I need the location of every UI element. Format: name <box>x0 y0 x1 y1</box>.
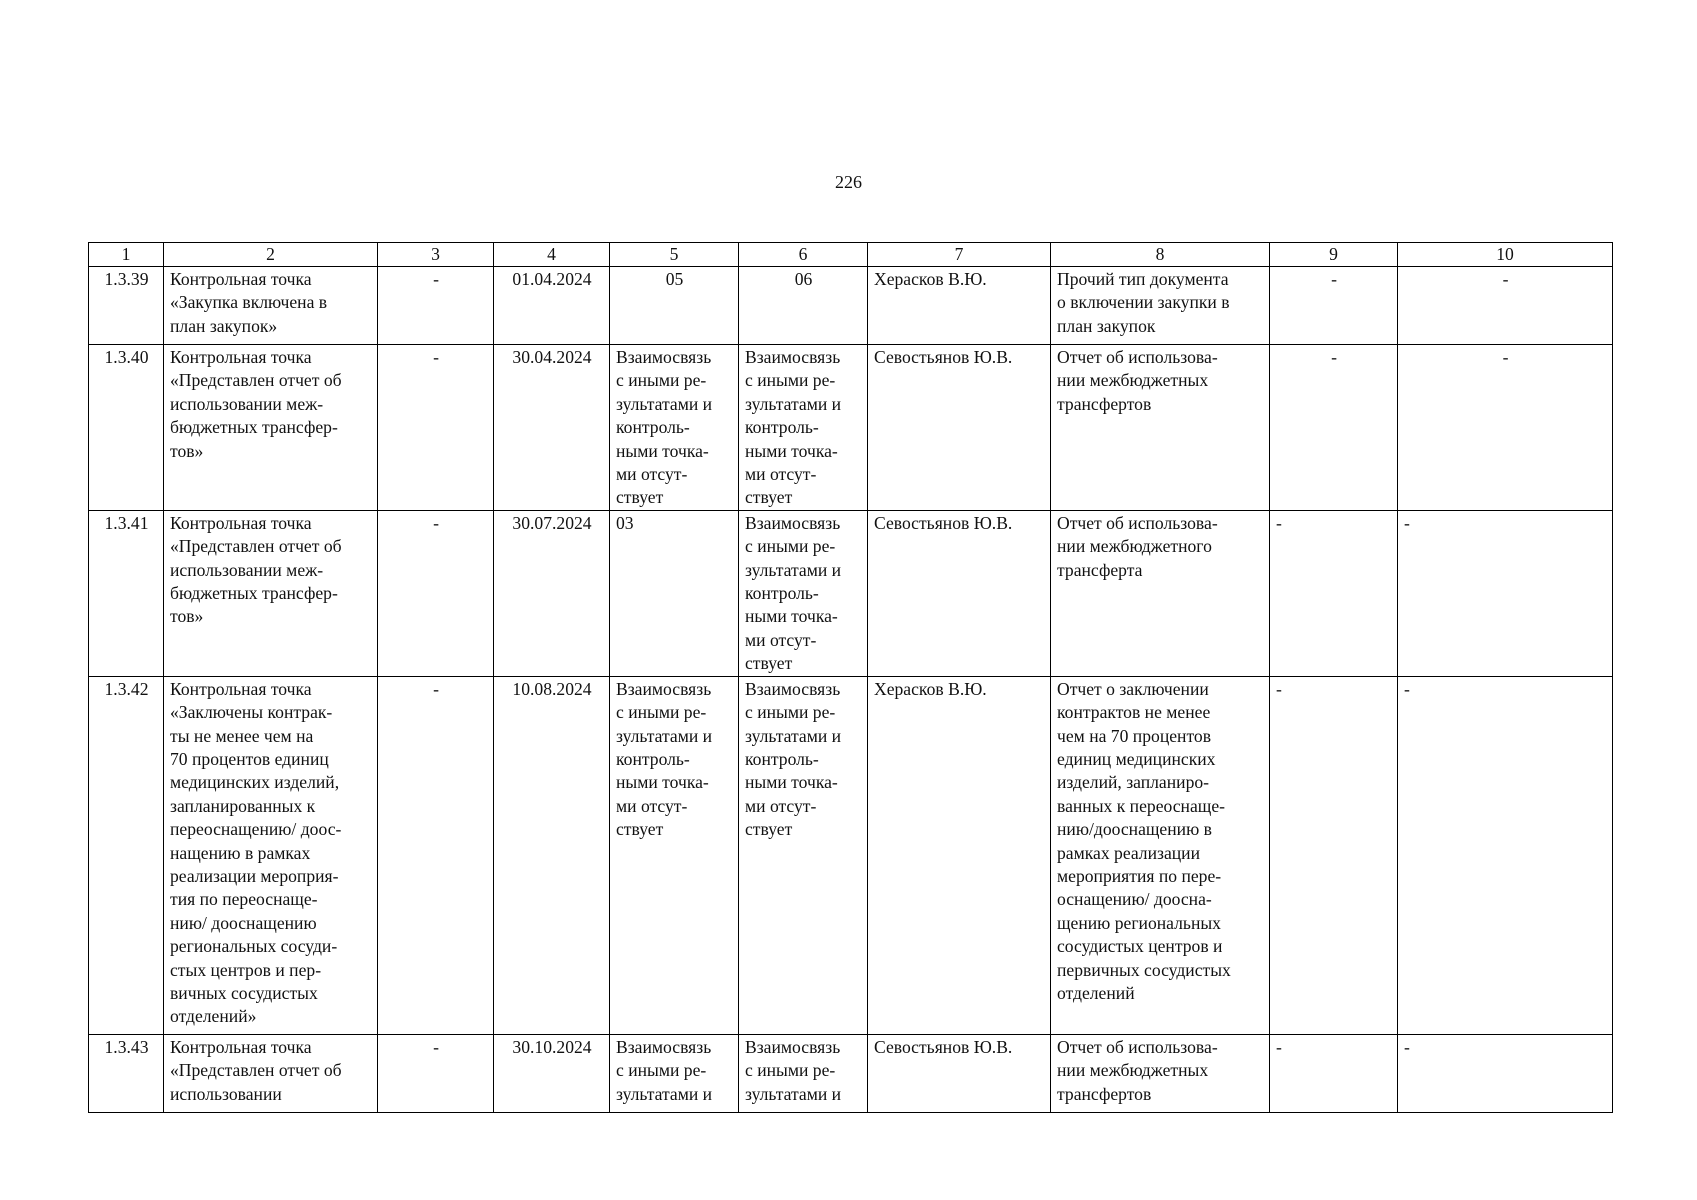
column-header: 2 <box>164 243 378 267</box>
cell-col3: - <box>378 345 494 511</box>
column-header: 3 <box>378 243 494 267</box>
page-number: 226 <box>835 172 862 192</box>
relation-cell-6: Взаимосвязь с иными ре- зультатами и <box>745 1036 842 1104</box>
relation-cell-5: Взаимосвязь с иными ре- зультатами и контроль- ными точка- ми отсут- ствует <box>616 347 713 508</box>
table-row <box>89 1034 1613 1112</box>
date-cell: 30.04.2024 <box>494 345 610 511</box>
column-header: 8 <box>1051 243 1270 267</box>
document-type: Отчет об использова- нии межбюджетного трансферта <box>1057 512 1218 580</box>
cell-col9: - <box>1270 510 1398 676</box>
responsible-person: Севостьянов Ю.В. <box>868 510 1051 676</box>
cell-col9: - <box>1270 267 1398 345</box>
cell-col3: - <box>378 510 494 676</box>
column-numbers-row <box>89 243 1613 267</box>
row-number: 1.3.42 <box>89 676 164 1034</box>
column-header: 9 <box>1270 243 1398 267</box>
cell-col3: - <box>378 676 494 1034</box>
row-number: 1.3.43 <box>89 1034 164 1112</box>
cell-col9: - <box>1270 676 1398 1034</box>
table-row <box>89 510 1613 676</box>
control-point-name: Контрольная точка «Представлен отчет об использовании меж- бюджетных трансфер- тов» <box>170 347 342 461</box>
responsible-person: Севостьянов Ю.В. <box>868 345 1051 511</box>
cell-col10: - <box>1398 345 1613 511</box>
control-point-name: Контрольная точка «Закупка включена в план закупок» <box>170 269 328 336</box>
relation-cell-5: Взаимосвязь с иными ре- зультатами и <box>616 1036 713 1104</box>
document-type: Отчет об использова- нии межбюджетных трансфертов <box>1057 347 1218 414</box>
column-header: 1 <box>89 243 164 267</box>
cell-col10: - <box>1398 1034 1613 1112</box>
relation-cell-5: 03 <box>616 512 634 533</box>
column-header: 5 <box>610 243 739 267</box>
date-cell: 30.10.2024 <box>494 1034 610 1112</box>
relation-cell-6: Взаимосвязь с иными ре- зультатами и контроль- ными точка- ми отсут- ствует <box>745 512 842 674</box>
column-header: 10 <box>1398 243 1613 267</box>
column-header: 6 <box>739 243 868 267</box>
cell-col3: - <box>378 1034 494 1112</box>
column-header: 4 <box>494 243 610 267</box>
date-cell: 01.04.2024 <box>494 267 610 345</box>
table-row <box>89 676 1613 1034</box>
cell-col10: - <box>1398 510 1613 676</box>
cell-col10: - <box>1398 267 1613 345</box>
relation-cell-6: Взаимосвязь с иными ре- зультатами и контроль- ными точка- ми отсут- ствует <box>745 678 842 840</box>
cell-col3: - <box>378 267 494 345</box>
row-number: 1.3.39 <box>89 267 164 345</box>
date-cell: 30.07.2024 <box>494 510 610 676</box>
table-row <box>89 267 1613 345</box>
column-header: 7 <box>868 243 1051 267</box>
responsible-person: Севостьянов Ю.В. <box>868 1034 1051 1112</box>
date-cell: 10.08.2024 <box>494 676 610 1034</box>
document-type: Отчет о заключении контрактов не менее чем на 70 процентов единиц медицинских изделий, запланиро- ванных к переоснаще- нию/дооснащению в рамках реализации мероприятия по пере- оснащению/ доосна- щению региональных сосудистых центров и первичных сосудистых отделений <box>1057 678 1231 1003</box>
cell-col9: - <box>1270 1034 1398 1112</box>
table-row <box>89 345 1613 511</box>
cell-col10: - <box>1398 676 1613 1034</box>
relation-cell-6: 06 <box>794 269 813 289</box>
control-point-name: Контрольная точка «Представлен отчет об использовании <box>170 1036 342 1104</box>
document-type: Отчет об использова- нии межбюджетных трансфертов <box>1057 1036 1218 1104</box>
responsible-person: Херасков В.Ю. <box>868 676 1051 1034</box>
row-number: 1.3.41 <box>89 510 164 676</box>
relation-cell-5: 05 <box>665 269 684 289</box>
control-point-name: Контрольная точка «Представлен отчет об использовании меж- бюджетных трансфер- тов» <box>170 512 342 627</box>
control-point-name: Контрольная точка «Заключены контрак- ты не менее чем на 70 процентов единиц медицинских изделий, запланированных к переоснащению/ доос- нащению в рамках реализации мероприя- тия по переоснаще- нию/ дооснащению региональных сосуди- стых центров и пер- вичных сосудистых отделений» <box>170 678 342 1027</box>
relation-cell-6: Взаимосвязь с иными ре- зультатами и контроль- ными точка- ми отсут- ствует <box>745 347 842 508</box>
responsible-person: Херасков В.Ю. <box>868 267 1051 345</box>
row-number: 1.3.40 <box>89 345 164 511</box>
control-points-table <box>88 242 1613 1113</box>
cell-col9: - <box>1270 345 1398 511</box>
relation-cell-5: Взаимосвязь с иными ре- зультатами и контроль- ными точка- ми отсут- ствует <box>616 678 713 840</box>
document-type: Прочий тип документа о включении закупки в план закупок <box>1057 269 1230 336</box>
